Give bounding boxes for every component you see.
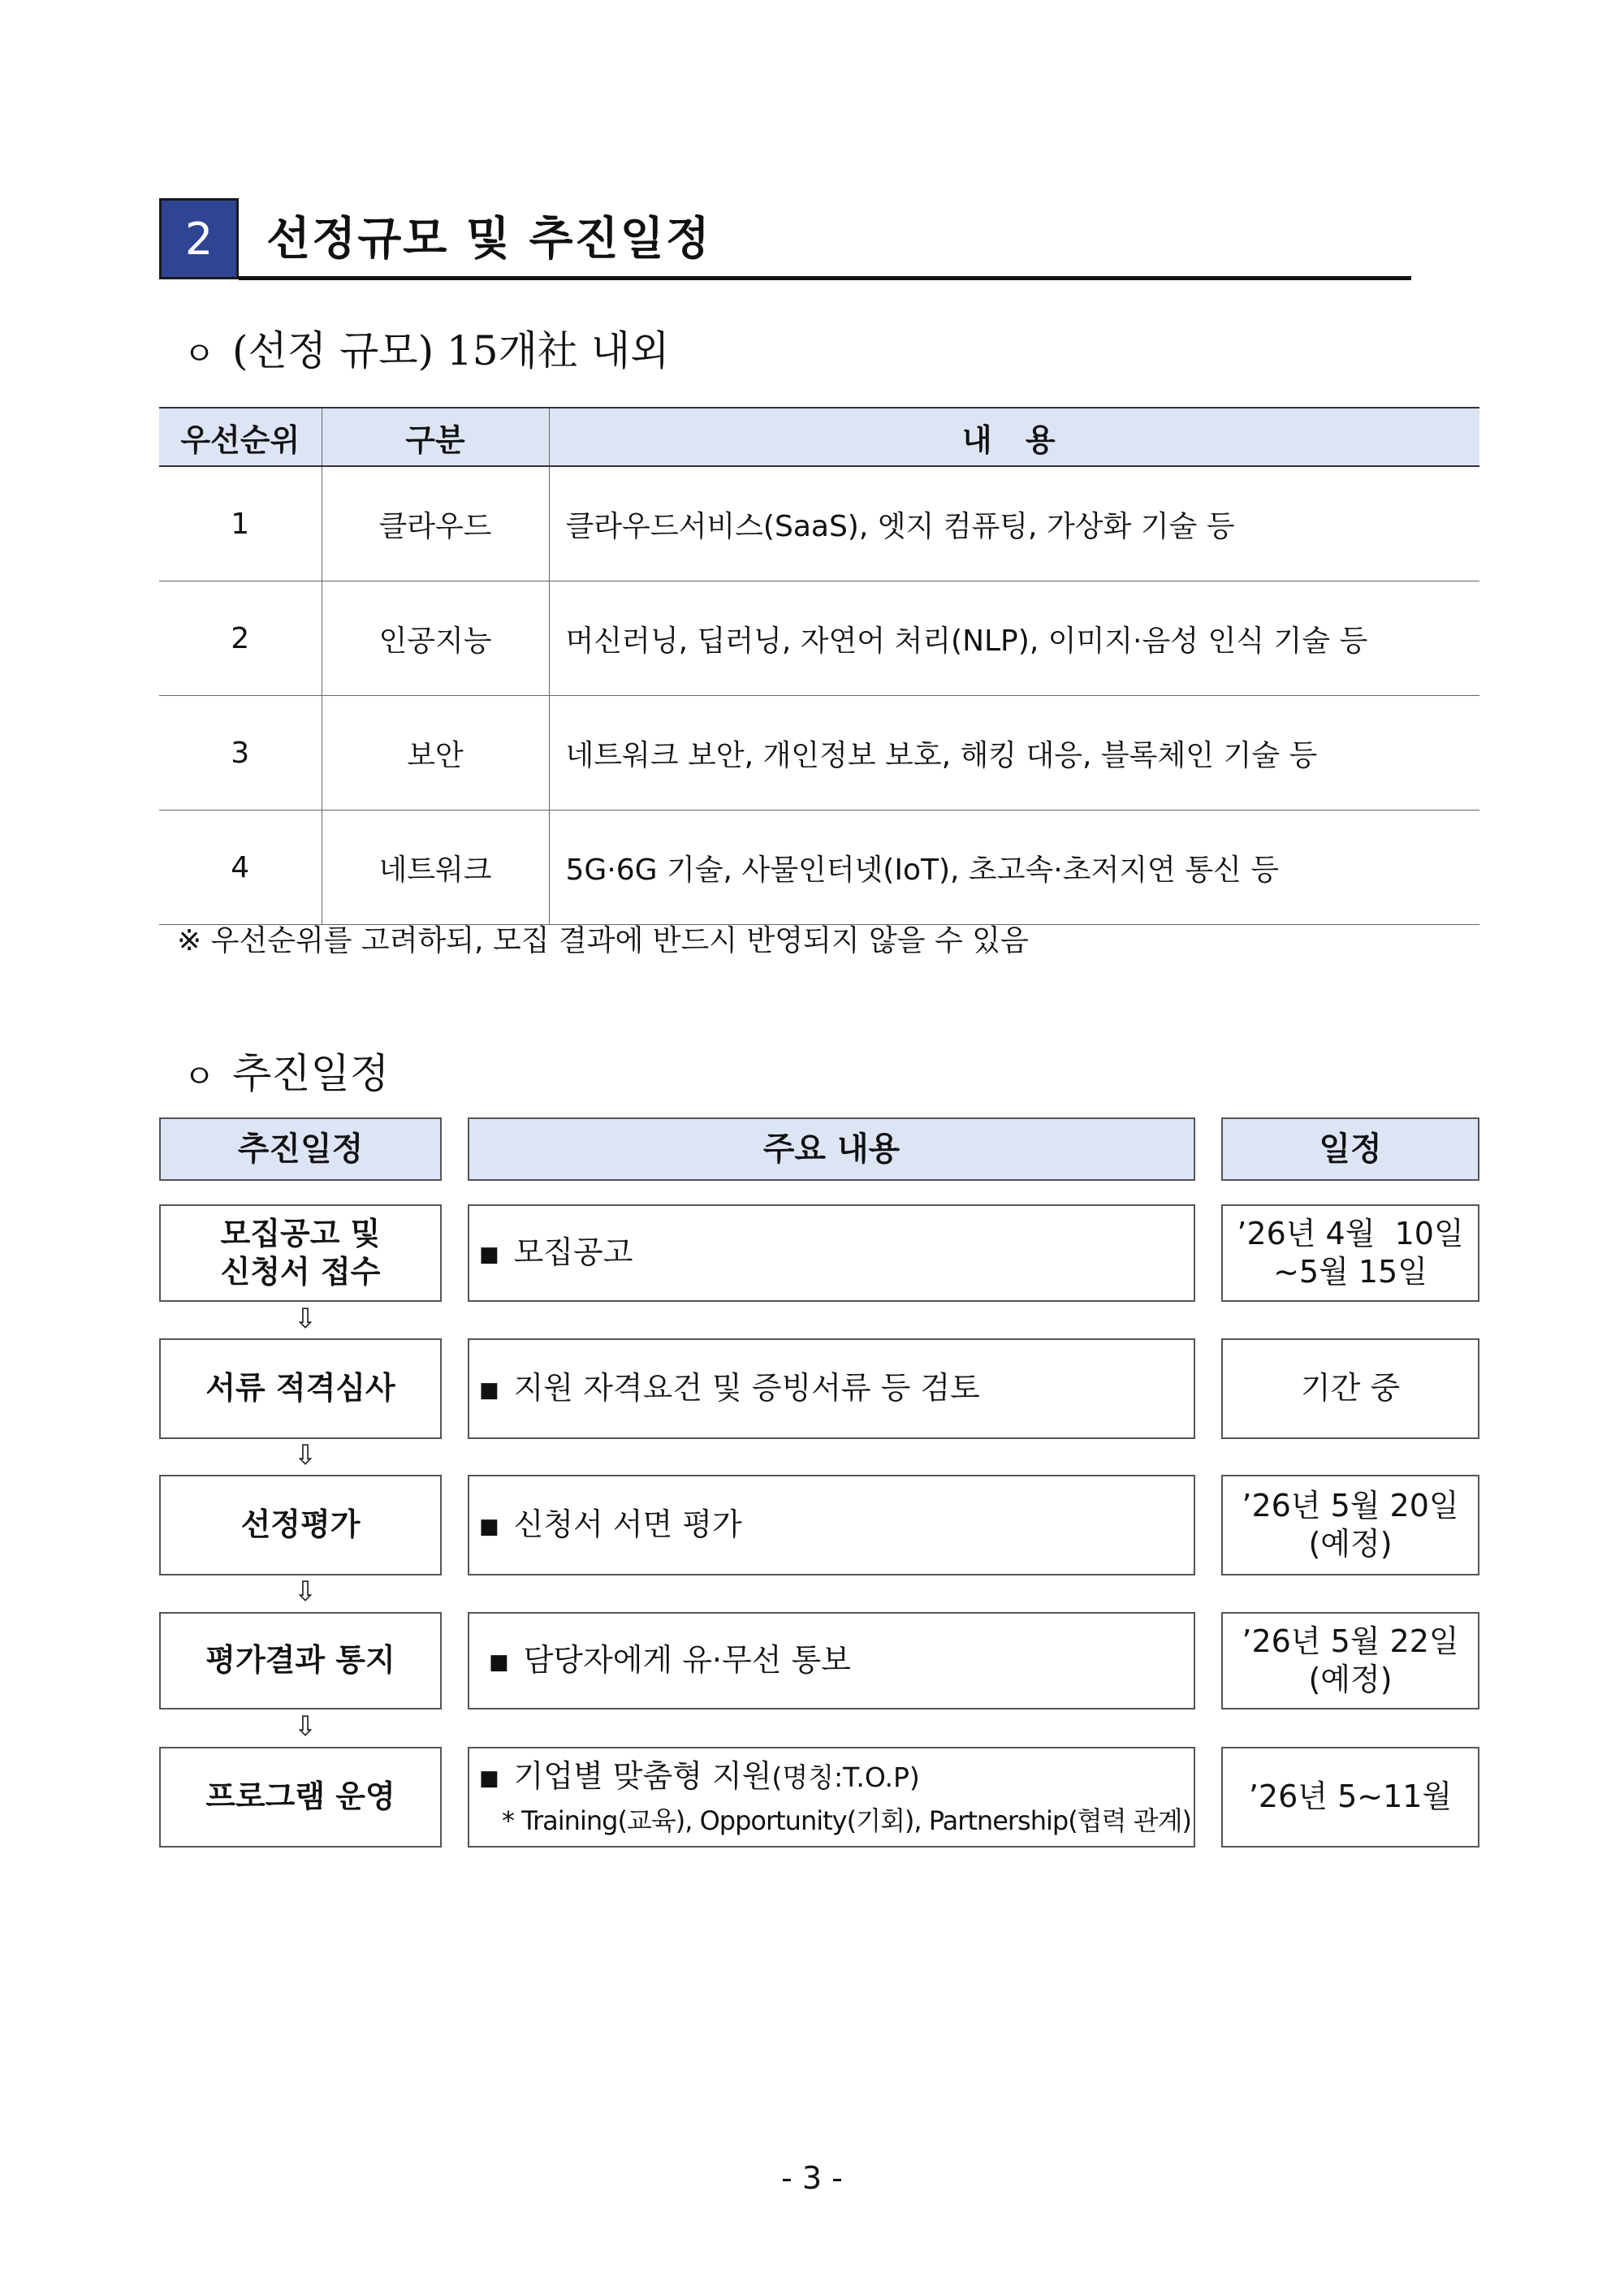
step-date-box (1221, 1475, 1479, 1575)
scale-line (184, 318, 669, 377)
schedule-line (184, 1041, 389, 1100)
step-label-line1: 프로그램 운영 (205, 1779, 395, 1815)
row-content: 네트워크 보안, 개인정보 보호, 해킹 대응, 블록체인 기술 등 (549, 696, 1479, 810)
step-date-line2: ~5월 15일 (1273, 1254, 1427, 1290)
table-row (159, 696, 1479, 810)
step-date-line1: ’26년 5월 20일 (1242, 1487, 1459, 1524)
down-arrow-icon: ⇩ (293, 1575, 317, 1608)
square-bullet-icon: ■ (479, 1377, 499, 1402)
step-content-text: 지원 자격요건 및 증빙서류 등 검토 (513, 1370, 980, 1407)
row-content: 5G·6G 기술, 사물인터넷(IoT), 초고속·초저지연 통신 등 (549, 810, 1479, 925)
square-bullet-icon: ■ (489, 1649, 509, 1675)
step-date-box (1221, 1338, 1479, 1439)
scale-text: (선정 규모) 15개社 내외 (232, 327, 670, 374)
step-date-line1: ’26년 5~11월 (1248, 1779, 1453, 1815)
header-category: 구분 (322, 408, 549, 466)
square-bullet-icon: ■ (479, 1514, 499, 1539)
step-date-box (1221, 1747, 1479, 1848)
step-content-box (468, 1338, 1195, 1439)
row-rank: 4 (159, 810, 322, 925)
header-rank: 우선순위 (159, 408, 322, 466)
priority-table-header (159, 408, 1479, 466)
step-box (159, 1747, 442, 1848)
row-rank: 3 (159, 696, 322, 810)
step-content-box (468, 1204, 1195, 1302)
circle-bullet: ㅇ (184, 1058, 215, 1096)
schedule-header-date-label: 일정 (1319, 1130, 1382, 1168)
step-date-line1: 기간 중 (1300, 1370, 1401, 1407)
schedule-header-content-label: 주요 내용 (762, 1130, 901, 1168)
schedule-header-content (468, 1117, 1195, 1181)
step-content-suffix: (명칭:T.O.P) (771, 1761, 920, 1794)
step-box (159, 1475, 442, 1575)
step-date-line2: (예정) (1308, 1662, 1393, 1697)
step-content-text: 담당자에게 유·무선 통보 (523, 1642, 851, 1679)
square-bullet-icon: ■ (479, 1242, 499, 1267)
section-underline (239, 276, 1411, 280)
schedule-header-step (159, 1117, 442, 1181)
step-box (159, 1612, 442, 1709)
schedule-header-step-label: 추진일정 (237, 1130, 364, 1168)
step-label-line1: 모집공고 및 (220, 1215, 381, 1251)
row-category: 보안 (322, 696, 549, 810)
step-label-line2: 신청서 접수 (220, 1254, 381, 1290)
step-box (159, 1204, 442, 1302)
priority-note: ※ 우선순위를 고려하되, 모집 결과에 반드시 반영되지 않을 수 있음 (177, 924, 1029, 957)
step-label-line1: 서류 적격심사 (205, 1370, 395, 1407)
priority-table (159, 407, 1479, 925)
down-arrow-icon: ⇩ (293, 1439, 317, 1472)
schedule-text: 추진일정 (232, 1050, 390, 1097)
step-date-line1: ’26년 4월 10일 (1237, 1215, 1464, 1251)
schedule-header-date (1221, 1117, 1479, 1181)
section-number: 2 (159, 198, 239, 279)
page-number: - 3 - (781, 2160, 843, 2196)
step-label-line1: 선정평가 (240, 1506, 361, 1543)
step-label-line1: 평가결과 통지 (205, 1642, 395, 1679)
row-rank: 1 (159, 466, 322, 581)
step-content-text: 신청서 서면 평가 (513, 1506, 742, 1543)
down-arrow-icon: ⇩ (293, 1710, 317, 1743)
step-content-box (468, 1747, 1195, 1848)
step-box (159, 1338, 442, 1439)
step-date-box (1221, 1612, 1479, 1709)
section-title: 선정규모 및 추진일정 (266, 213, 711, 266)
table-row (159, 810, 1479, 925)
row-category: 클라우드 (322, 466, 549, 581)
circle-bullet: ㅇ (184, 335, 215, 373)
row-category: 네트워크 (322, 810, 549, 925)
row-content: 클라우드서비스(SaaS), 엣지 컴퓨팅, 가상화 기술 등 (549, 466, 1479, 581)
row-content: 머신러닝, 딥러닝, 자연어 처리(NLP), 이미지·음성 인식 기술 등 (549, 581, 1479, 696)
row-category: 인공지능 (322, 581, 549, 696)
step-date-line2: (예정) (1308, 1526, 1393, 1562)
step-content-text: 모집공고 (513, 1234, 633, 1271)
down-arrow-icon: ⇩ (293, 1303, 317, 1335)
step-date-line1: ’26년 5월 22일 (1242, 1623, 1459, 1659)
step-content-box (468, 1612, 1195, 1709)
step-content-text: 기업별 맞춤형 지원 (513, 1758, 772, 1795)
step-date-box (1221, 1204, 1479, 1302)
square-bullet-icon: ■ (479, 1766, 499, 1791)
header-content: 내 용 (549, 408, 1479, 466)
step-content-box (468, 1475, 1195, 1575)
step-content-subnote: * Training(교육), Opportunity(기회), Partnership(협력 관계) (502, 1804, 1191, 1836)
row-rank: 2 (159, 581, 322, 696)
table-row (159, 581, 1479, 696)
table-row (159, 466, 1479, 581)
